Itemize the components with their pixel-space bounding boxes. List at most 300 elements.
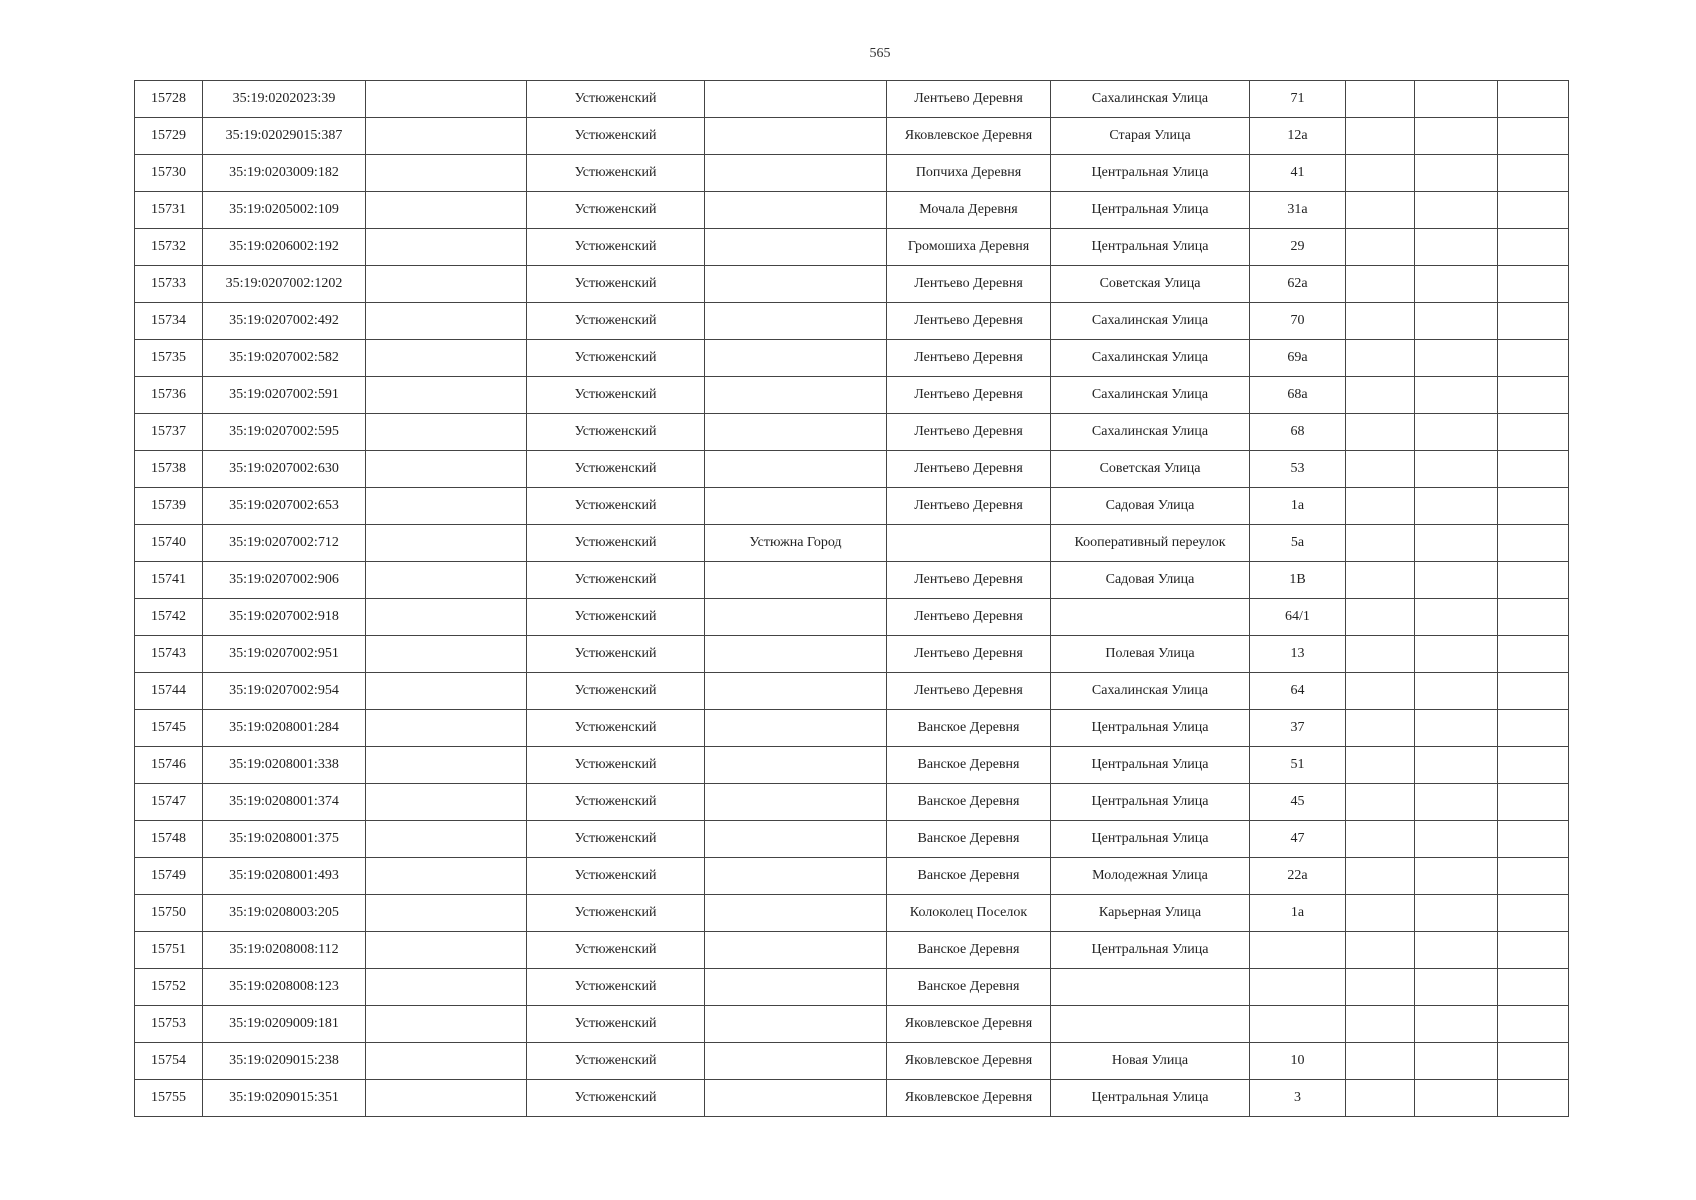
empty-cell bbox=[1498, 636, 1569, 673]
district-cell: Устюженский bbox=[527, 673, 705, 710]
empty-cell bbox=[1346, 340, 1415, 377]
locality-cell: Ванское Деревня bbox=[887, 969, 1051, 1006]
empty-cell bbox=[1415, 858, 1498, 895]
city-cell bbox=[705, 229, 887, 266]
street-cell: Советская Улица bbox=[1051, 451, 1250, 488]
row-number-cell: 15741 bbox=[135, 562, 203, 599]
empty-cell bbox=[1346, 303, 1415, 340]
locality-cell: Ванское Деревня bbox=[887, 932, 1051, 969]
locality-cell: Лентьево Деревня bbox=[887, 599, 1051, 636]
empty-cell bbox=[366, 118, 527, 155]
district-cell: Устюженский bbox=[527, 1006, 705, 1043]
street-cell: Центральная Улица bbox=[1051, 192, 1250, 229]
house-number-cell: 70 bbox=[1250, 303, 1346, 340]
empty-cell bbox=[1346, 932, 1415, 969]
register-table bbox=[134, 80, 1569, 1117]
cadastral-number-cell: 35:19:0207002:1202 bbox=[203, 266, 366, 303]
table-row bbox=[135, 1006, 1569, 1043]
empty-cell bbox=[1498, 562, 1569, 599]
empty-cell bbox=[366, 784, 527, 821]
city-cell: Устюжна Город bbox=[705, 525, 887, 562]
cadastral-number-cell: 35:19:0203009:182 bbox=[203, 155, 366, 192]
district-cell: Устюженский bbox=[527, 488, 705, 525]
row-number-cell: 15737 bbox=[135, 414, 203, 451]
row-number-cell: 15744 bbox=[135, 673, 203, 710]
city-cell bbox=[705, 192, 887, 229]
house-number-cell: 64/1 bbox=[1250, 599, 1346, 636]
empty-cell bbox=[1498, 673, 1569, 710]
locality-cell: Громошиха Деревня bbox=[887, 229, 1051, 266]
district-cell: Устюженский bbox=[527, 784, 705, 821]
city-cell bbox=[705, 969, 887, 1006]
house-number-cell: 71 bbox=[1250, 81, 1346, 118]
table-row bbox=[135, 673, 1569, 710]
empty-cell bbox=[1415, 118, 1498, 155]
table-row bbox=[135, 303, 1569, 340]
row-number-cell: 15735 bbox=[135, 340, 203, 377]
empty-cell bbox=[1346, 81, 1415, 118]
district-cell: Устюженский bbox=[527, 932, 705, 969]
empty-cell bbox=[1498, 229, 1569, 266]
district-cell: Устюженский bbox=[527, 895, 705, 932]
street-cell: Полевая Улица bbox=[1051, 636, 1250, 673]
empty-cell bbox=[1498, 710, 1569, 747]
house-number-cell: 69а bbox=[1250, 340, 1346, 377]
row-number-cell: 15746 bbox=[135, 747, 203, 784]
empty-cell bbox=[1498, 895, 1569, 932]
empty-cell bbox=[366, 1006, 527, 1043]
empty-cell bbox=[1415, 488, 1498, 525]
row-number-cell: 15747 bbox=[135, 784, 203, 821]
empty-cell bbox=[366, 932, 527, 969]
locality-cell: Яковлевское Деревня bbox=[887, 118, 1051, 155]
row-number-cell: 15748 bbox=[135, 821, 203, 858]
locality-cell: Ванское Деревня bbox=[887, 710, 1051, 747]
row-number-cell: 15749 bbox=[135, 858, 203, 895]
city-cell bbox=[705, 821, 887, 858]
empty-cell bbox=[1498, 747, 1569, 784]
street-cell: Садовая Улица bbox=[1051, 562, 1250, 599]
empty-cell bbox=[366, 192, 527, 229]
table-row bbox=[135, 1043, 1569, 1080]
row-number-cell: 15732 bbox=[135, 229, 203, 266]
empty-cell bbox=[1346, 969, 1415, 1006]
empty-cell bbox=[366, 266, 527, 303]
house-number-cell bbox=[1250, 969, 1346, 1006]
street-cell: Старая Улица bbox=[1051, 118, 1250, 155]
street-cell bbox=[1051, 1006, 1250, 1043]
street-cell: Сахалинская Улица bbox=[1051, 673, 1250, 710]
empty-cell bbox=[1415, 673, 1498, 710]
district-cell: Устюженский bbox=[527, 451, 705, 488]
empty-cell bbox=[1498, 969, 1569, 1006]
empty-cell bbox=[1415, 377, 1498, 414]
house-number-cell bbox=[1250, 1006, 1346, 1043]
row-number-cell: 15733 bbox=[135, 266, 203, 303]
empty-cell bbox=[1415, 451, 1498, 488]
empty-cell bbox=[1498, 81, 1569, 118]
empty-cell bbox=[1346, 414, 1415, 451]
city-cell bbox=[705, 451, 887, 488]
empty-cell bbox=[366, 747, 527, 784]
empty-cell bbox=[366, 1043, 527, 1080]
empty-cell bbox=[1415, 932, 1498, 969]
table-row bbox=[135, 932, 1569, 969]
cadastral-number-cell: 35:19:0207002:591 bbox=[203, 377, 366, 414]
empty-cell bbox=[1498, 414, 1569, 451]
street-cell: Сахалинская Улица bbox=[1051, 303, 1250, 340]
house-number-cell: 31а bbox=[1250, 192, 1346, 229]
locality-cell: Колоколец Поселок bbox=[887, 895, 1051, 932]
street-cell: Сахалинская Улица bbox=[1051, 81, 1250, 118]
district-cell: Устюженский bbox=[527, 303, 705, 340]
empty-cell bbox=[1498, 525, 1569, 562]
house-number-cell: 5а bbox=[1250, 525, 1346, 562]
locality-cell: Лентьево Деревня bbox=[887, 266, 1051, 303]
empty-cell bbox=[1346, 710, 1415, 747]
empty-cell bbox=[1498, 784, 1569, 821]
empty-cell bbox=[1346, 451, 1415, 488]
district-cell: Устюженский bbox=[527, 525, 705, 562]
cadastral-number-cell: 35:19:0207002:951 bbox=[203, 636, 366, 673]
house-number-cell: 51 bbox=[1250, 747, 1346, 784]
empty-cell bbox=[1346, 636, 1415, 673]
district-cell: Устюженский bbox=[527, 969, 705, 1006]
empty-cell bbox=[366, 969, 527, 1006]
row-number-cell: 15739 bbox=[135, 488, 203, 525]
house-number-cell: 29 bbox=[1250, 229, 1346, 266]
table-row bbox=[135, 858, 1569, 895]
empty-cell bbox=[1346, 747, 1415, 784]
empty-cell bbox=[366, 562, 527, 599]
cadastral-number-cell: 35:19:0209015:351 bbox=[203, 1080, 366, 1117]
house-number-cell: 68а bbox=[1250, 377, 1346, 414]
locality-cell: Лентьево Деревня bbox=[887, 340, 1051, 377]
empty-cell bbox=[1415, 414, 1498, 451]
table-row bbox=[135, 747, 1569, 784]
empty-cell bbox=[366, 525, 527, 562]
cadastral-number-cell: 35:19:0207002:492 bbox=[203, 303, 366, 340]
empty-cell bbox=[1415, 784, 1498, 821]
empty-cell bbox=[1498, 118, 1569, 155]
empty-cell bbox=[1346, 192, 1415, 229]
empty-cell bbox=[1415, 229, 1498, 266]
locality-cell: Лентьево Деревня bbox=[887, 451, 1051, 488]
empty-cell bbox=[1346, 784, 1415, 821]
locality-cell: Яковлевское Деревня bbox=[887, 1043, 1051, 1080]
table-row bbox=[135, 229, 1569, 266]
row-number-cell: 15755 bbox=[135, 1080, 203, 1117]
city-cell bbox=[705, 118, 887, 155]
empty-cell bbox=[1346, 525, 1415, 562]
empty-cell bbox=[1346, 155, 1415, 192]
locality-cell: Яковлевское Деревня bbox=[887, 1080, 1051, 1117]
empty-cell bbox=[1346, 1006, 1415, 1043]
city-cell bbox=[705, 1043, 887, 1080]
empty-cell bbox=[1415, 1080, 1498, 1117]
row-number-cell: 15730 bbox=[135, 155, 203, 192]
empty-cell bbox=[366, 155, 527, 192]
cadastral-number-cell: 35:19:0207002:582 bbox=[203, 340, 366, 377]
empty-cell bbox=[1346, 562, 1415, 599]
cadastral-number-cell: 35:19:0206002:192 bbox=[203, 229, 366, 266]
row-number-cell: 15734 bbox=[135, 303, 203, 340]
empty-cell bbox=[366, 451, 527, 488]
street-cell: Центральная Улица bbox=[1051, 155, 1250, 192]
table-row bbox=[135, 969, 1569, 1006]
city-cell bbox=[705, 932, 887, 969]
city-cell bbox=[705, 414, 887, 451]
empty-cell bbox=[366, 340, 527, 377]
locality-cell: Мочала Деревня bbox=[887, 192, 1051, 229]
cadastral-number-cell: 35:19:0208008:123 bbox=[203, 969, 366, 1006]
cadastral-number-cell: 35:19:0207002:918 bbox=[203, 599, 366, 636]
locality-cell: Ванское Деревня bbox=[887, 821, 1051, 858]
locality-cell: Лентьево Деревня bbox=[887, 636, 1051, 673]
table-row bbox=[135, 340, 1569, 377]
locality-cell: Лентьево Деревня bbox=[887, 673, 1051, 710]
row-number-cell: 15745 bbox=[135, 710, 203, 747]
row-number-cell: 15754 bbox=[135, 1043, 203, 1080]
locality-cell: Лентьево Деревня bbox=[887, 377, 1051, 414]
empty-cell bbox=[1415, 710, 1498, 747]
street-cell: Молодежная Улица bbox=[1051, 858, 1250, 895]
city-cell bbox=[705, 673, 887, 710]
street-cell: Сахалинская Улица bbox=[1051, 377, 1250, 414]
table-row bbox=[135, 821, 1569, 858]
house-number-cell: 10 bbox=[1250, 1043, 1346, 1080]
empty-cell bbox=[1415, 81, 1498, 118]
district-cell: Устюженский bbox=[527, 229, 705, 266]
house-number-cell: 68 bbox=[1250, 414, 1346, 451]
district-cell: Устюженский bbox=[527, 192, 705, 229]
cadastral-number-cell: 35:19:0202023:39 bbox=[203, 81, 366, 118]
table-row bbox=[135, 414, 1569, 451]
table-row bbox=[135, 784, 1569, 821]
district-cell: Устюженский bbox=[527, 266, 705, 303]
empty-cell bbox=[1498, 1006, 1569, 1043]
row-number-cell: 15751 bbox=[135, 932, 203, 969]
empty-cell bbox=[1346, 266, 1415, 303]
cadastral-number-cell: 35:19:0207002:595 bbox=[203, 414, 366, 451]
city-cell bbox=[705, 710, 887, 747]
district-cell: Устюженский bbox=[527, 1043, 705, 1080]
empty-cell bbox=[1346, 673, 1415, 710]
house-number-cell: 1а bbox=[1250, 895, 1346, 932]
table-row bbox=[135, 192, 1569, 229]
empty-cell bbox=[366, 414, 527, 451]
empty-cell bbox=[366, 377, 527, 414]
locality-cell: Лентьево Деревня bbox=[887, 81, 1051, 118]
row-number-cell: 15736 bbox=[135, 377, 203, 414]
house-number-cell: 45 bbox=[1250, 784, 1346, 821]
register-body bbox=[135, 81, 1569, 1117]
cadastral-number-cell: 35:19:0209015:238 bbox=[203, 1043, 366, 1080]
street-cell: Центральная Улица bbox=[1051, 229, 1250, 266]
empty-cell bbox=[1498, 932, 1569, 969]
empty-cell bbox=[1498, 192, 1569, 229]
house-number-cell: 62а bbox=[1250, 266, 1346, 303]
table-row bbox=[135, 525, 1569, 562]
empty-cell bbox=[366, 81, 527, 118]
street-cell: Центральная Улица bbox=[1051, 710, 1250, 747]
empty-cell bbox=[366, 1080, 527, 1117]
city-cell bbox=[705, 488, 887, 525]
district-cell: Устюженский bbox=[527, 710, 705, 747]
house-number-cell: 3 bbox=[1250, 1080, 1346, 1117]
district-cell: Устюженский bbox=[527, 599, 705, 636]
row-number-cell: 15740 bbox=[135, 525, 203, 562]
empty-cell bbox=[1498, 858, 1569, 895]
house-number-cell: 12а bbox=[1250, 118, 1346, 155]
table-row bbox=[135, 377, 1569, 414]
empty-cell bbox=[1415, 1043, 1498, 1080]
locality-cell: Лентьево Деревня bbox=[887, 562, 1051, 599]
table-row bbox=[135, 266, 1569, 303]
city-cell bbox=[705, 784, 887, 821]
table-row bbox=[135, 710, 1569, 747]
row-number-cell: 15752 bbox=[135, 969, 203, 1006]
empty-cell bbox=[1346, 1043, 1415, 1080]
table-row bbox=[135, 81, 1569, 118]
house-number-cell: 41 bbox=[1250, 155, 1346, 192]
page-number: 565 bbox=[869, 46, 891, 61]
street-cell: Центральная Улица bbox=[1051, 1080, 1250, 1117]
house-number-cell: 64 bbox=[1250, 673, 1346, 710]
empty-cell bbox=[366, 636, 527, 673]
empty-cell bbox=[1346, 488, 1415, 525]
city-cell bbox=[705, 303, 887, 340]
house-number-cell: 1В bbox=[1250, 562, 1346, 599]
row-number-cell: 15753 bbox=[135, 1006, 203, 1043]
table-row bbox=[135, 118, 1569, 155]
row-number-cell: 15731 bbox=[135, 192, 203, 229]
empty-cell bbox=[366, 895, 527, 932]
table-row bbox=[135, 895, 1569, 932]
street-cell: Сахалинская Улица bbox=[1051, 340, 1250, 377]
empty-cell bbox=[1346, 821, 1415, 858]
empty-cell bbox=[1498, 1043, 1569, 1080]
house-number-cell: 13 bbox=[1250, 636, 1346, 673]
locality-cell: Ванское Деревня bbox=[887, 784, 1051, 821]
empty-cell bbox=[1498, 377, 1569, 414]
district-cell: Устюженский bbox=[527, 636, 705, 673]
empty-cell bbox=[366, 673, 527, 710]
empty-cell bbox=[1415, 1006, 1498, 1043]
empty-cell bbox=[1415, 192, 1498, 229]
empty-cell bbox=[1498, 155, 1569, 192]
cadastral-number-cell: 35:19:0208003:205 bbox=[203, 895, 366, 932]
street-cell: Центральная Улица bbox=[1051, 784, 1250, 821]
empty-cell bbox=[1498, 303, 1569, 340]
cadastral-number-cell: 35:19:0207002:712 bbox=[203, 525, 366, 562]
table-row bbox=[135, 599, 1569, 636]
cadastral-number-cell: 35:19:0208001:338 bbox=[203, 747, 366, 784]
city-cell bbox=[705, 1006, 887, 1043]
empty-cell bbox=[1498, 266, 1569, 303]
city-cell bbox=[705, 747, 887, 784]
empty-cell bbox=[1498, 451, 1569, 488]
locality-cell: Ванское Деревня bbox=[887, 747, 1051, 784]
empty-cell bbox=[366, 488, 527, 525]
table-row bbox=[135, 636, 1569, 673]
empty-cell bbox=[1346, 599, 1415, 636]
empty-cell bbox=[1415, 636, 1498, 673]
street-cell: Садовая Улица bbox=[1051, 488, 1250, 525]
empty-cell bbox=[1498, 1080, 1569, 1117]
street-cell: Центральная Улица bbox=[1051, 747, 1250, 784]
table-row bbox=[135, 488, 1569, 525]
empty-cell bbox=[1415, 821, 1498, 858]
city-cell bbox=[705, 377, 887, 414]
empty-cell bbox=[1415, 562, 1498, 599]
empty-cell bbox=[1415, 895, 1498, 932]
street-cell: Центральная Улица bbox=[1051, 932, 1250, 969]
city-cell bbox=[705, 599, 887, 636]
row-number-cell: 15729 bbox=[135, 118, 203, 155]
district-cell: Устюженский bbox=[527, 155, 705, 192]
locality-cell: Попчиха Деревня bbox=[887, 155, 1051, 192]
district-cell: Устюженский bbox=[527, 118, 705, 155]
house-number-cell: 47 bbox=[1250, 821, 1346, 858]
empty-cell bbox=[366, 821, 527, 858]
row-number-cell: 15742 bbox=[135, 599, 203, 636]
house-number-cell: 1а bbox=[1250, 488, 1346, 525]
row-number-cell: 15743 bbox=[135, 636, 203, 673]
empty-cell bbox=[366, 858, 527, 895]
locality-cell: Яковлевское Деревня bbox=[887, 1006, 1051, 1043]
locality-cell: Лентьево Деревня bbox=[887, 488, 1051, 525]
street-cell bbox=[1051, 969, 1250, 1006]
cadastral-number-cell: 35:19:0207002:630 bbox=[203, 451, 366, 488]
row-number-cell: 15750 bbox=[135, 895, 203, 932]
empty-cell bbox=[1498, 340, 1569, 377]
table-row bbox=[135, 451, 1569, 488]
empty-cell bbox=[1498, 821, 1569, 858]
empty-cell bbox=[1415, 599, 1498, 636]
cadastral-number-cell: 35:19:0207002:653 bbox=[203, 488, 366, 525]
street-cell: Кооперативный переулок bbox=[1051, 525, 1250, 562]
locality-cell: Лентьево Деревня bbox=[887, 303, 1051, 340]
locality-cell: Лентьево Деревня bbox=[887, 414, 1051, 451]
empty-cell bbox=[366, 303, 527, 340]
empty-cell bbox=[1346, 1080, 1415, 1117]
cadastral-number-cell: 35:19:0209009:181 bbox=[203, 1006, 366, 1043]
empty-cell bbox=[1415, 266, 1498, 303]
row-number-cell: 15738 bbox=[135, 451, 203, 488]
street-cell bbox=[1051, 599, 1250, 636]
empty-cell bbox=[1498, 488, 1569, 525]
locality-cell bbox=[887, 525, 1051, 562]
empty-cell bbox=[366, 710, 527, 747]
city-cell bbox=[705, 266, 887, 303]
city-cell bbox=[705, 1080, 887, 1117]
district-cell: Устюженский bbox=[527, 340, 705, 377]
district-cell: Устюженский bbox=[527, 81, 705, 118]
empty-cell bbox=[1415, 747, 1498, 784]
cadastral-number-cell: 35:19:0208001:375 bbox=[203, 821, 366, 858]
city-cell bbox=[705, 895, 887, 932]
district-cell: Устюженский bbox=[527, 821, 705, 858]
street-cell: Советская Улица bbox=[1051, 266, 1250, 303]
row-number-cell: 15728 bbox=[135, 81, 203, 118]
district-cell: Устюженский bbox=[527, 1080, 705, 1117]
cadastral-number-cell: 35:19:0208001:284 bbox=[203, 710, 366, 747]
cadastral-number-cell: 35:19:0205002:109 bbox=[203, 192, 366, 229]
house-number-cell: 22а bbox=[1250, 858, 1346, 895]
empty-cell bbox=[1346, 377, 1415, 414]
cadastral-number-cell: 35:19:0208001:374 bbox=[203, 784, 366, 821]
